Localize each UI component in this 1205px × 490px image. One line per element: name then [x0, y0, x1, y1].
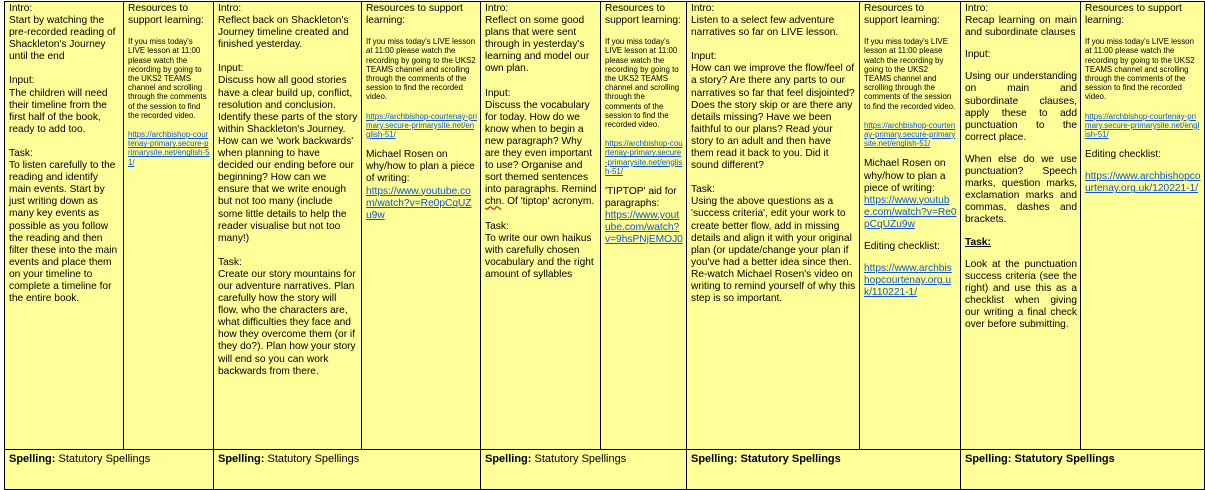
resources-heading: Resources to support learning:	[864, 3, 940, 27]
intro-text: Listen to a select few adventure narratives so far on LIVE lesson.	[691, 15, 839, 39]
task-text: Create our story mountains for our adventure narratives. Plan carefully how the story will flow, who the characters are, what difficulties they face and how they overcome them (or if they do?). Plan how your story will end so you can work backwards from there.	[218, 268, 356, 377]
weekly-plan-table	[4, 1, 1205, 490]
live-note: If you miss today's LIVE lesson at 11:00 please watch the recording by going to the UKS2 TEAMS channel and scrolling through the comments of the session to find the recorded video.	[1085, 37, 1195, 102]
spelling-label: Spelling:	[9, 453, 56, 465]
input-text: Identify these parts of the story within Shackleton's Journey.	[218, 111, 358, 135]
intro-text: Reflect on some good plans that were sent through in yesterday's learning and model our own plan.	[485, 15, 590, 75]
day2-resources-cell	[362, 2, 481, 450]
day3-spelling-cell	[481, 450, 687, 490]
day5-plan-cell	[961, 2, 1081, 450]
input-text-start: Discuss the vocabulary for today. How do we know when to begin a new paragraph? Why are they even important to use? Organise and sort themed sentences into paragraphs. Remind	[485, 99, 597, 196]
input-label: Input:	[218, 63, 244, 75]
live-note: If you miss today's LIVE lesson at 11:00 please watch the recording by going to the UKS2 TEAMS channel and scrolling through the comments of the session to find the recorded video.	[864, 37, 956, 111]
spelling-text: Statutory Spellings	[1014, 453, 1115, 465]
task-label-text: Task:	[965, 236, 991, 248]
rosen-text: Michael Rosen on why/how to plan a piece of writing:	[864, 158, 946, 194]
day1-spelling-cell	[5, 450, 214, 490]
resources-heading: Resources to support learning:	[1085, 3, 1182, 27]
input-label: Input:	[9, 75, 35, 87]
rosen-text: Michael Rosen on why/how to plan a piece of writing:	[366, 149, 475, 185]
intro-text: Recap learning on main and subordinate clauses	[965, 15, 1077, 39]
intro-text: Reflect back on Shackleton's Journey timeline created and finished yesterday.	[218, 15, 349, 51]
chn-word: chn	[485, 196, 502, 208]
task-label: Task:	[218, 256, 242, 268]
intro-label: Intro:	[965, 3, 989, 14]
english-link[interactable]: https://archbishop-courtenay-primary.secure-primarysite.net/english-51/	[605, 139, 683, 176]
input-text: How can we 'work backwards' when planning to have decided our ending before our beginning? How can we ensure that we write enough but not too many (include some little details to help the reader visualise but not too many!)	[218, 135, 354, 244]
input-text-end: . Of 'tiptop' acronym.	[501, 196, 595, 208]
task-text: Look at the punctuation success criteria (see the right) and use this as a checklist when giving our writing a final check over before submitting.	[965, 258, 1077, 331]
task-label: Task:	[691, 184, 715, 196]
day3-resources-cell	[601, 2, 687, 450]
input-text: How can we improve the flow/feel of a story? Are there any parts to our narratives so far that feel disjointed? Does the story skip or are there any details missing? Have we been faithful to our plans? Read your story to an adult and then have them read it back to you. Did it sound different?	[691, 63, 855, 172]
task-text: To listen carefully to the reading and identify main events. Start by just writing down as many key events as possible as you follow the reading and then filter these into the main events and place them on your timeline to complete a timeline for the entire book.	[9, 160, 118, 305]
english-link[interactable]: https://archbishop-courtenay-primary.secure-primarysite.net/english-51/	[128, 130, 210, 167]
input-label: Input:	[691, 51, 717, 63]
live-note: If you miss today's LIVE lesson at 11:00 please watch the recording by going to the UKS2 TEAMS channel and scrolling through the comments of the session to find the recorded video.	[128, 37, 207, 120]
editing-checklist-link[interactable]: https://www.archbishopcourtenay.org.uk/110221-1/	[864, 263, 952, 299]
live-note: If you miss today's LIVE lesson at 11:00 please watch the recording by going to the UKS2 TEAMS channel and scrolling through the comments of the session to find the recorded video.	[605, 37, 680, 130]
english-link[interactable]: https://archbishop-courtenay-primary.secure-primarysite.net/english-51/	[366, 111, 477, 140]
day1-plan-cell	[5, 2, 124, 450]
editing-checklist-link[interactable]: https://www.archbishopcourtenay.org.uk/120221-1/	[1085, 171, 1201, 195]
task-label: Task:	[9, 147, 33, 159]
english-link[interactable]: https://archbishop-courtenay-primary.secure-primarysite.net/english-51/	[1085, 111, 1200, 140]
day4-spelling-cell	[687, 450, 961, 490]
intro-label: Intro:	[9, 3, 33, 14]
input-text: The children will need their timeline from the first half of the book, ready to add too.	[9, 87, 108, 135]
day2-spelling-cell	[214, 450, 481, 490]
spelling-label: Spelling:	[965, 453, 1012, 465]
task-text: To write our own haikus with carefully chosen vocabulary and the right amount of syllables	[485, 232, 594, 280]
resources-heading: Resources to support learning:	[366, 3, 463, 27]
input-text: Discuss how all good stories have a clear build up, conflict, resolution and conclusion.	[218, 75, 353, 111]
editing-checklist-label: Editing checklist:	[1085, 149, 1161, 161]
intro-label: Intro:	[218, 3, 242, 14]
task-label	[965, 237, 1077, 249]
day4-plan-cell	[687, 2, 860, 450]
day5-spelling-cell	[961, 450, 1205, 490]
day2-plan-cell	[214, 2, 362, 450]
rosen-video-link[interactable]: https://www.youtube.com/watch?v=Re0pCqUZu9w	[864, 194, 957, 230]
spelling-text: Statutory Spellings	[267, 453, 360, 465]
intro-text: Start by watching the pre-recorded reading of Shackleton's Journey until the end	[9, 15, 116, 63]
rosen-video-link[interactable]: https://www.youtube.com/watch?v=Re0pCqUZu9w	[366, 185, 472, 221]
input-text: Using our understanding on main and subordinate clauses, apply these to add punctuation to the correct place.	[965, 71, 1077, 143]
spelling-text: Statutory Spellings	[740, 453, 841, 465]
day4-resources-cell	[860, 2, 961, 450]
day1-resources-cell	[124, 2, 214, 450]
intro-label: Intro:	[691, 3, 715, 14]
input-text	[485, 100, 597, 209]
resources-heading: Resources to support learning:	[605, 3, 681, 27]
live-note: If you miss today's LIVE lesson at 11:00 please watch the recording by going to the UKS2 TEAMS channel and scrolling through the comments of the session to find the recorded video.	[366, 37, 476, 102]
spelling-text: Statutory Spellings	[58, 453, 151, 465]
task-text: Using the above questions as a 'success criteria', edit your work to create better flow, add in missing details and align it with your original plan (or update/change your plan if you've had a better idea since then. Re-watch Michael Rosen's video on writing to remind yourself of why this step is so important.	[691, 196, 856, 305]
tiptop-video-link[interactable]: https://www.youtube.com/watch?v=9hsPNjEMOJ0	[605, 210, 683, 246]
input-label: Input:	[485, 87, 511, 99]
day5-resources-cell	[1081, 2, 1205, 450]
english-link[interactable]: https://archbishop-courtenay-primary.secure-primarysite.net/english-51/	[864, 120, 956, 149]
editing-checklist-label: Editing checklist:	[864, 240, 940, 252]
spelling-label: Spelling:	[691, 453, 738, 465]
tiptop-text: 'TIPTOP' aid for paragraphs:	[605, 186, 677, 210]
intro-label: Intro:	[485, 3, 509, 14]
input-text: When else do we use punctuation? Speech marks, question marks, exclamation marks and commas, dashes and brackets.	[965, 153, 1077, 226]
spelling-label: Spelling:	[485, 453, 532, 465]
task-label: Task:	[485, 220, 509, 232]
input-label: Input:	[965, 49, 991, 61]
spelling-text: Statutory Spellings	[534, 453, 627, 465]
day3-plan-cell	[481, 2, 601, 450]
spelling-label: Spelling:	[218, 453, 265, 465]
resources-heading: Resources to support learning:	[128, 3, 204, 27]
